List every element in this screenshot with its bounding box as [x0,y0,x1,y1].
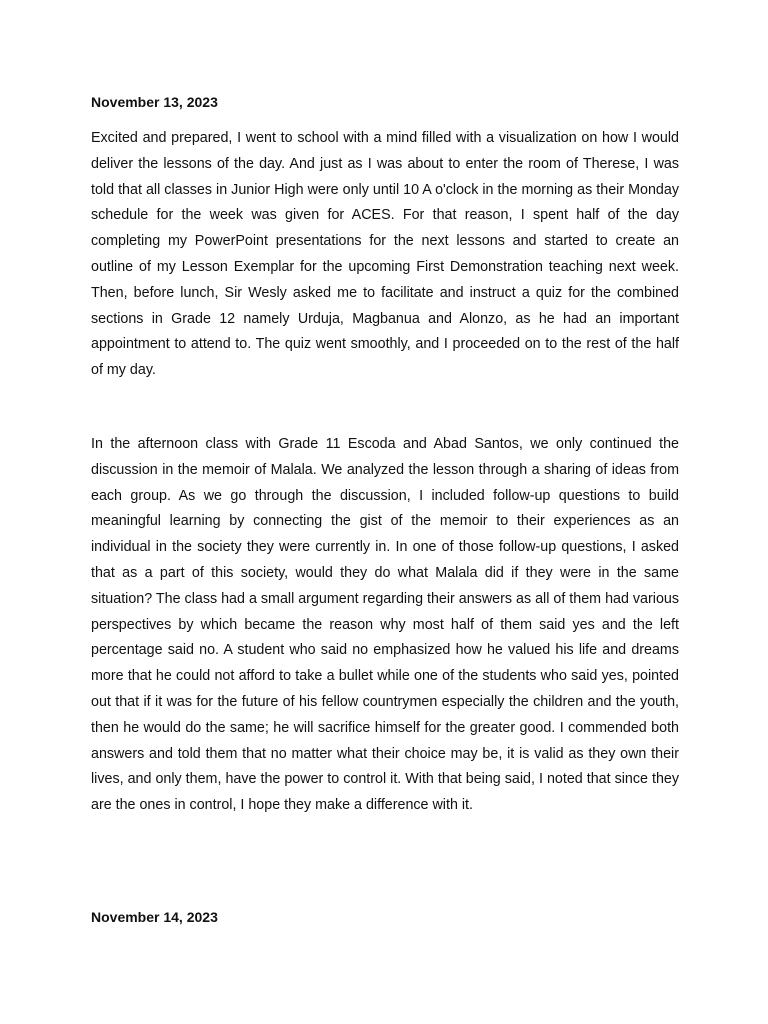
entry-date: November 14, 2023 [91,909,218,925]
entry-date: November 13, 2023 [91,94,218,110]
entry-paragraph: In the afternoon class with Grade 11 Escoda and Abad Santos, we only continued the discussion in the memoir of Malala. We analyzed the lesson through a sharing of ideas from each group. As we go through the discussion, I included follow-up questions to build meaningful learning by connecting the gist of the memoir to their experiences as an individual in the society they were currently in. In one of those follow-up questions, I asked that as a part of this society, would they do what Malala did if they were in the same situation? The class had a small argument regarding their answers as all of them had various perspectives by which became the reason why most half of them said yes and the left percentage said no. A student who said no emphasized how he valued his life and dreams more that he could not afford to take a bullet while one of the students who said yes, pointed out that if it was for the future of his fellow countrymen especially the children and the youth, then he would do the same; he will sacrifice himself for the greater good. I commended both answers and told them that no matter what their choice may be, it is valid as they own their lives, and only them, have the power to control it. With that being said, I noted that since they are the ones in control, I hope they make a difference with it. [91,436,679,814]
entry-paragraph: Excited and prepared, I went to school with a mind filled with a visualization on how I would deliver the lessons of the day. And just as I was about to enter the room of Therese, I was told that all classes in Junior High were only until 10 A o'clock in the morning as their Monday schedule for the week was given for ACES. For that reason, I spent half of the day completing my PowerPoint presentations for the next lessons and started to create an outline of my Lesson Exemplar for the upcoming First Demonstration teaching next week. Then, before lunch, Sir Wesly asked me to facilitate and instruct a quiz for the combined sections in Grade 12 namely Urduja, Magbanua and Alonzo, as he had an important appointment to attend to. The quiz went smoothly, and I proceeded on to the rest of the half of my day. [91,130,679,379]
